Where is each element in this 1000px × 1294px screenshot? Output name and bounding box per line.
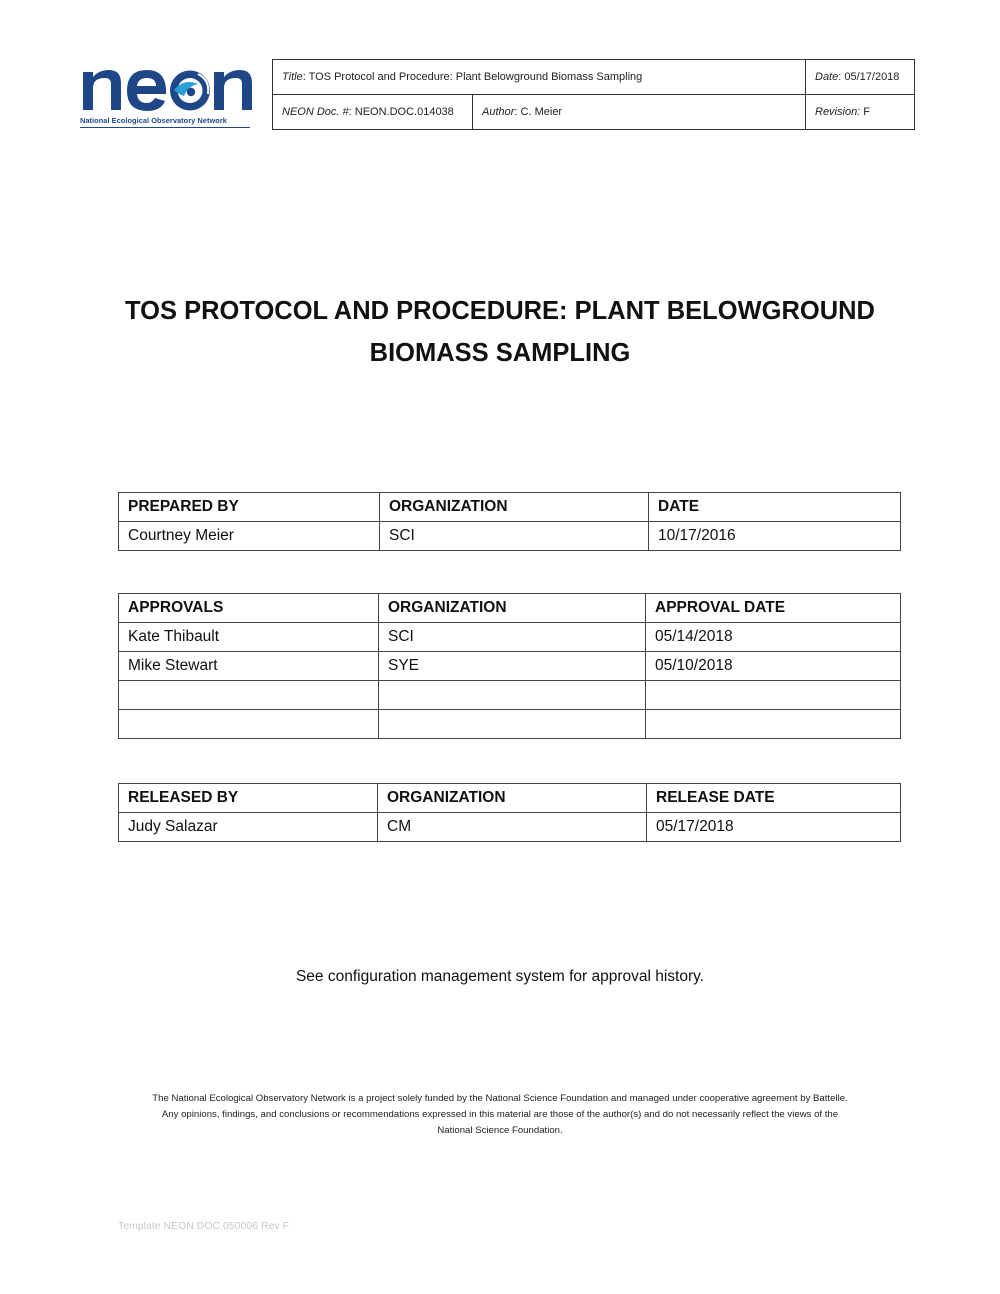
table-header-row [119,594,901,623]
header-author-label: Author [482,106,515,118]
header-title-value: : TOS Protocol and Procedure: Plant Belowground Biomass Sampling [302,71,643,83]
header-date-label: Date [815,71,839,83]
table-row-empty [119,710,901,739]
table-cell-date [646,681,901,710]
header-date-value: : 05/17/2018 [838,71,900,83]
column-header-organization: ORGANIZATION [378,784,647,813]
approvals-table [118,593,901,739]
table-cell-date: 05/14/2018 [646,623,901,652]
header-title-cell [273,60,806,95]
table-header-row [119,493,901,522]
table-cell-date: 05/17/2018 [647,813,901,842]
table-row [119,623,901,652]
table-row [119,652,901,681]
table-header-row [119,784,901,813]
logo-underline [80,127,250,128]
header-doc-cell [273,95,473,130]
table-cell-name: Judy Salazar [119,813,378,842]
template-footer: Template NEON.DOC.050006 Rev F [118,1220,289,1232]
table-row-empty [119,681,901,710]
column-header-approvals: APPROVALS [119,594,379,623]
document-title-line-2: BIOMASS SAMPLING [369,339,631,367]
table-cell-organization: SYE [379,652,646,681]
column-header-released-by: RELEASED BY [119,784,378,813]
header-revision-value: F [860,106,871,118]
document-header-table [272,59,915,130]
table-cell-organization [379,681,646,710]
logo-tagline: National Ecological Observatory Network [80,116,227,125]
column-header-organization: ORGANIZATION [379,594,646,623]
table-cell-name: Courtney Meier [119,522,380,551]
disclaimer-line-1: The National Ecological Observatory Network is a project solely funded by the National Science Foundation and managed under cooperative agreement by Battelle. [152,1093,848,1104]
table-row [119,522,901,551]
document-title [100,290,900,374]
funding-disclaimer [110,1091,890,1139]
released-by-table [118,783,901,842]
table-cell-organization: CM [378,813,647,842]
neon-logo [80,62,252,132]
document-title-line-1: TOS PROTOCOL AND PROCEDURE: PLANT BELOWGROUND [125,297,875,325]
header-date-cell [806,60,915,95]
table-cell-name [119,710,379,739]
column-header-organization: ORGANIZATION [380,493,649,522]
header-revision-label: Revision: [815,106,861,118]
column-header-approval-date: APPROVAL DATE [646,594,901,623]
column-header-release-date: RELEASE DATE [647,784,901,813]
header-author-value: : C. Meier [514,106,563,118]
table-cell-organization: SCI [380,522,649,551]
configuration-note: See configuration management system for approval history. [295,968,705,985]
table-cell-date: 10/17/2016 [649,522,901,551]
header-revision-cell [806,95,915,130]
header-author-cell [473,95,806,130]
table-cell-name [119,681,379,710]
disclaimer-line-3: National Science Foundation. [437,1125,563,1136]
table-cell-organization [379,710,646,739]
table-cell-name: Kate Thibault [119,623,379,652]
neon-wordmark-icon [80,62,252,112]
table-cell-date [646,710,901,739]
header-doc-label: NEON Doc. # [282,106,349,118]
column-header-prepared-by: PREPARED BY [119,493,380,522]
disclaimer-line-2: Any opinions, findings, and conclusions or recommendations expressed in this material are those of the author(s) and do not necessarily reflect the views of the [161,1109,839,1120]
table-cell-name: Mike Stewart [119,652,379,681]
column-header-date: DATE [649,493,901,522]
header-doc-value: : NEON.DOC.014038 [348,106,454,118]
table-cell-organization: SCI [379,623,646,652]
table-row [119,813,901,842]
prepared-by-table [118,492,901,551]
header-title-label: Title [282,71,303,83]
table-cell-date: 05/10/2018 [646,652,901,681]
